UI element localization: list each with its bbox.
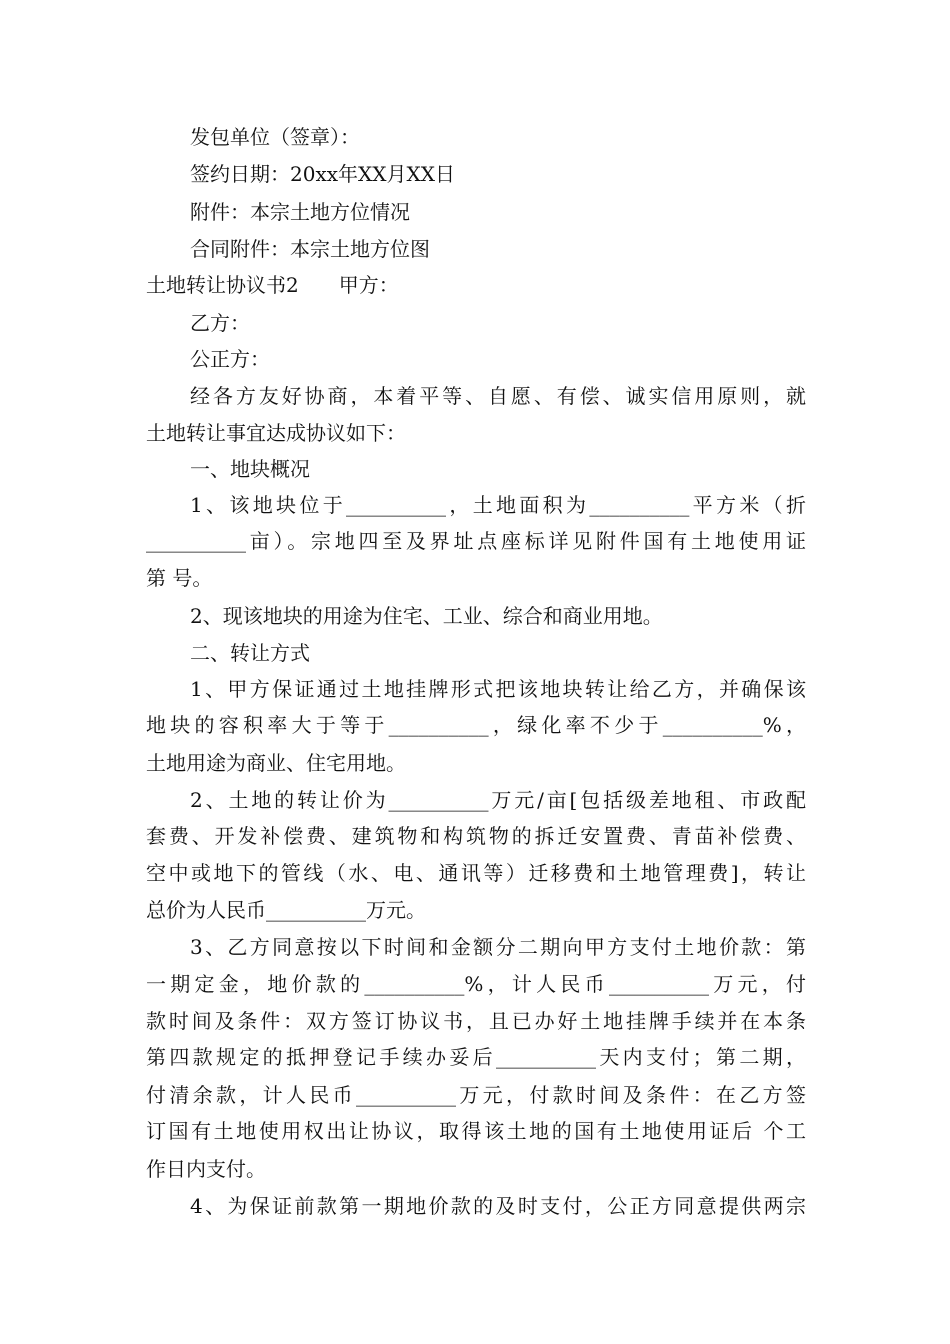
paragraph-line: 1、该地块位于__________，土地面积为__________平方米（折 [190,493,806,517]
paragraph-line: 2、土地的转让价为__________万元/亩[包括级差地租、市政配 [190,788,806,812]
paragraph-line: 总价为人民币__________万元。 [146,898,426,922]
paragraph-line: 地块的容积率大于等于__________，绿化率不少于__________%， [146,713,806,737]
paragraph-line: 2、现该地块的用途为住宅、工业、综合和商业用地。 [190,604,663,628]
contract-attachment-line: 合同附件：本宗土地方位图 [190,237,430,261]
paragraph-line: 第 号。 [146,566,213,590]
section-heading: 二、转让方式 [190,641,310,665]
paragraph-line: 3、乙方同意按以下时间和金额分二期向甲方支付土地价款：第 [190,935,806,959]
paragraph-line: 套费、开发补偿费、建筑物和构筑物的拆迁安置费、青苗补偿费、 [146,824,806,848]
paragraph-line: 土地转让事宜达成协议如下： [146,421,406,445]
paragraph-line: 一期定金，地价款的__________%，计人民币__________万元，付 [146,972,806,996]
paragraph-line: 付清余款，计人民币__________万元，付款时间及条件：在乙方签 [146,1083,806,1107]
paragraph-line: 4、为保证前款第一期地价款的及时支付，公正方同意提供两宗 [190,1194,806,1218]
paragraph-line: 土地用途为商业、住宅用地。 [146,751,406,775]
issuer-signature-line: 发包单位（签章）： [190,125,360,149]
attachment-line: 附件：本宗土地方位情况 [190,200,410,224]
agreement-title-line: 土地转让协议书2 甲方： [146,273,399,297]
paragraph-line: 作日内支付。 [146,1157,266,1181]
section-heading: 一、地块概况 [190,457,310,481]
paragraph-line: 第四款规定的抵押登记手续办妥后__________天内支付；第二期， [146,1045,806,1069]
paragraph-line: 经各方友好协商，本着平等、自愿、有偿、诚实信用原则，就 [190,384,806,408]
party-b-line: 乙方： [190,311,250,335]
sign-date-line: 签约日期：20xx年XX月XX日 [190,162,455,186]
paragraph-line: 款时间及条件：双方签订协议书，且已办好土地挂牌手续并在本条 [146,1009,806,1033]
paragraph-line: 空中或地下的管线（水、电、通讯等）迁移费和土地管理费]，转让 [146,861,806,885]
notary-line: 公正方： [190,347,270,371]
paragraph-line: __________亩）。宗地四至及界址点座标详见附件国有土地使用证 [146,529,806,553]
paragraph-line: 1、甲方保证通过土地挂牌形式把该地块转让给乙方，并确保该 [190,677,806,701]
paragraph-line: 订国有土地使用权出让协议，取得该土地的国有土地使用证后 个工 [146,1119,806,1143]
